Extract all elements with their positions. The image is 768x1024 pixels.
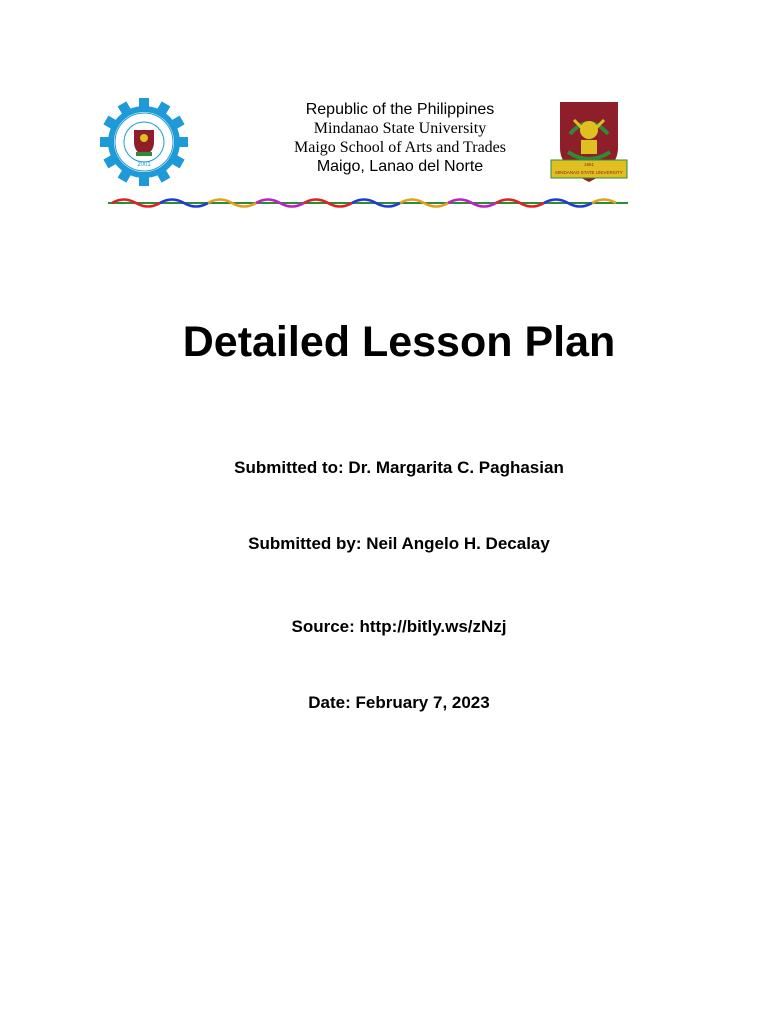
header-location: Maigo, Lanao del Norte <box>316 158 484 175</box>
header-republic: Republic of the Philippines <box>305 101 495 118</box>
submitted-to-line: Submitted to: Dr. Margarita C. Paghasian <box>234 458 564 477</box>
svg-text:1961: 1961 <box>583 162 595 167</box>
submitted-by-line: Submitted by: Neil Angelo H. Decalay <box>248 534 550 553</box>
date-line: Date: February 7, 2023 <box>308 693 490 712</box>
school-seal-logo-icon <box>100 98 188 186</box>
university-crest-logo-icon <box>548 100 630 188</box>
svg-text:MINDANAO STATE UNIVERSITY: MINDANAO STATE UNIVERSITY <box>555 170 623 175</box>
document-title: Detailed Lesson Plan <box>182 318 616 366</box>
header-university: Mindanao State University <box>313 120 487 137</box>
svg-text:2001: 2001 <box>137 162 151 168</box>
okir-border-ornament-icon <box>108 196 628 210</box>
institution-header <box>200 100 600 176</box>
header-school: Maigo School of Arts and Trades <box>294 139 506 156</box>
source-line: Source: http://bitly.ws/zNzj <box>291 617 507 636</box>
